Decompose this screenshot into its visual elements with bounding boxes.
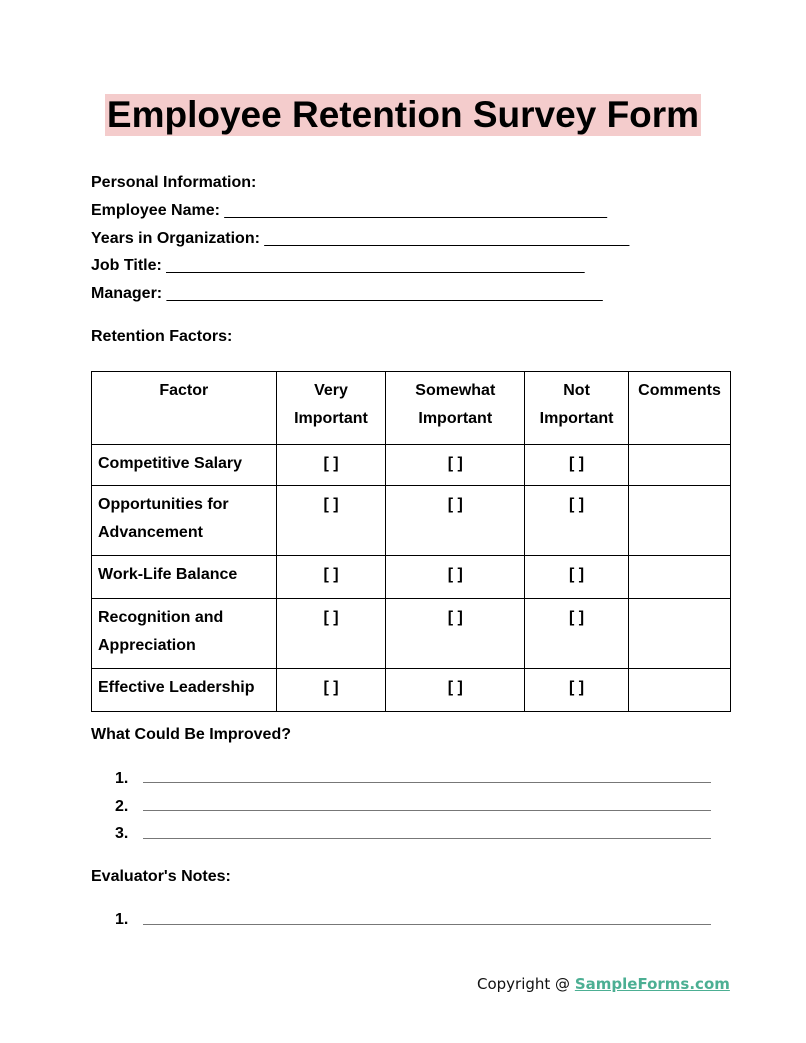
table-row xyxy=(92,486,731,556)
factor-cell: Work-Life Balance xyxy=(92,556,277,599)
retention-factors-table xyxy=(91,371,731,712)
table-row xyxy=(92,556,731,599)
sampleforms-link[interactable]: SampleForms.com xyxy=(574,975,730,993)
improvement-number-2: 2. xyxy=(115,798,129,815)
factor-cell: Effective Leadership xyxy=(92,669,277,712)
not-important-checkbox[interactable]: [ ] xyxy=(525,599,629,669)
manager-label: Manager: xyxy=(91,285,163,302)
table-header-row xyxy=(92,372,731,445)
improvement-answer-line-3[interactable] xyxy=(143,838,711,839)
job-title-label: Job Title: xyxy=(91,257,162,274)
copyright-text: Copyright @ xyxy=(477,975,575,993)
somewhat-important-checkbox[interactable]: [ ] xyxy=(386,599,525,669)
very-important-checkbox[interactable]: [ ] xyxy=(276,669,386,712)
improvement-number-1: 1. xyxy=(115,770,129,787)
personal-info-heading: Personal Information: xyxy=(91,174,257,191)
column-header-not-important: Not Important xyxy=(525,372,629,445)
factor-cell: Recognition and Appreciation xyxy=(92,599,277,669)
job-title-field[interactable] xyxy=(91,257,585,275)
comments-cell[interactable] xyxy=(629,486,731,556)
improvement-answer-line-2[interactable] xyxy=(143,810,711,811)
somewhat-important-checkbox[interactable]: [ ] xyxy=(386,486,525,556)
improvements-heading: What Could Be Improved? xyxy=(91,726,291,743)
very-important-checkbox[interactable]: [ ] xyxy=(276,556,386,599)
not-important-checkbox[interactable]: [ ] xyxy=(525,486,629,556)
copyright-footer xyxy=(477,975,730,993)
manager-field[interactable] xyxy=(91,285,603,303)
page-title: Employee Retention Survey Form xyxy=(106,94,700,135)
not-important-checkbox[interactable]: [ ] xyxy=(525,445,629,486)
years-line[interactable]: _________________________________________ xyxy=(264,230,630,247)
comments-cell[interactable] xyxy=(629,669,731,712)
notes-answer-line-1[interactable] xyxy=(143,924,711,925)
somewhat-important-checkbox[interactable]: [ ] xyxy=(386,669,525,712)
column-header-comments: Comments xyxy=(629,372,731,445)
table-row xyxy=(92,445,731,486)
very-important-checkbox[interactable]: [ ] xyxy=(276,445,386,486)
title-wrap xyxy=(0,94,806,136)
not-important-checkbox[interactable]: [ ] xyxy=(525,669,629,712)
table-row xyxy=(92,599,731,669)
very-important-checkbox[interactable]: [ ] xyxy=(276,486,386,556)
factor-cell: Opportunities for Advancement xyxy=(92,486,277,556)
comments-cell[interactable] xyxy=(629,599,731,669)
improvement-answer-line-1[interactable] xyxy=(143,782,711,783)
improvement-number-3: 3. xyxy=(115,825,129,842)
manager-line[interactable]: _________________________________________________ xyxy=(166,285,603,302)
somewhat-important-checkbox[interactable]: [ ] xyxy=(386,556,525,599)
factor-cell: Competitive Salary xyxy=(92,445,277,486)
comments-cell[interactable] xyxy=(629,445,731,486)
comments-cell[interactable] xyxy=(629,556,731,599)
employee-name-label: Employee Name: xyxy=(91,202,220,219)
employee-name-line[interactable]: ___________________________________________ xyxy=(224,202,608,219)
employee-name-field[interactable] xyxy=(91,202,607,220)
column-header-very-important: Very Important xyxy=(276,372,386,445)
years-label: Years in Organization: xyxy=(91,230,260,247)
table-row xyxy=(92,669,731,712)
notes-number-1: 1. xyxy=(115,911,129,928)
very-important-checkbox[interactable]: [ ] xyxy=(276,599,386,669)
somewhat-important-checkbox[interactable]: [ ] xyxy=(386,445,525,486)
retention-factors-heading: Retention Factors: xyxy=(91,328,233,345)
evaluator-notes-heading: Evaluator's Notes: xyxy=(91,868,231,885)
years-in-organization-field[interactable] xyxy=(91,230,629,248)
job-title-line[interactable]: _______________________________________________ xyxy=(166,257,585,274)
column-header-factor: Factor xyxy=(92,372,277,445)
column-header-somewhat-important: Somewhat Important xyxy=(386,372,525,445)
not-important-checkbox[interactable]: [ ] xyxy=(525,556,629,599)
